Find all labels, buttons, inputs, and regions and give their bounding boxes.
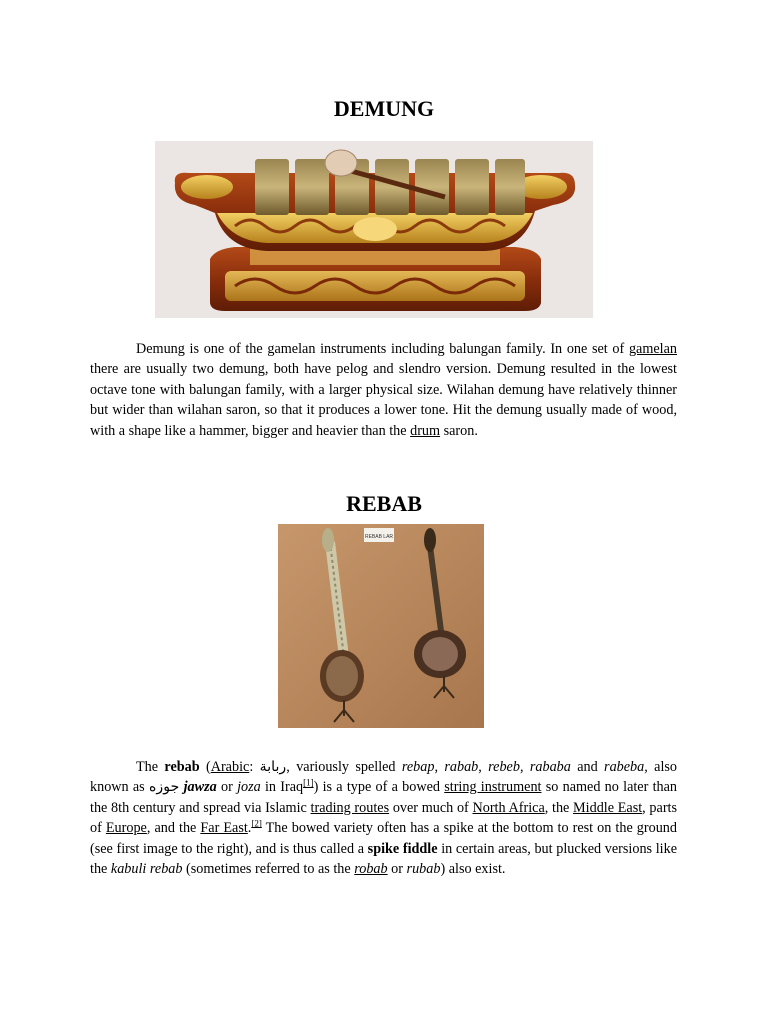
link-far-east[interactable]: Far East [200,820,248,837]
reference-1[interactable]: [1] [303,777,314,788]
rebab-paragraph: The rebab (Arabic: ربابة, variously spelled rebap, rabab, rebeb, rababa and rabeba, also known as جوزه jawza or joza in Iraq[1]) is a type of a bowed string instrument so named no later than the 8th century and spread via Islamic trading routes over much of North Africa, the Middle East, parts of Europe, and the Far East.[2] The bowed variety often has a spike at the bottom to rest on the ground (see first image to the right), and is thus called a spike fiddle in certain areas, but plucked versions like the kabuli rebab (sometimes referred to as the robab or rubab) also exist. [90,759,678,878]
link-robab[interactable]: robab [354,861,388,878]
rebab-photo [278,524,484,728]
demung-illustration [155,141,593,318]
link-arabic[interactable]: Arabic [210,759,250,775]
rebab-photo-label: REBAB LAR [364,534,394,540]
rebab-title: REBAB [346,491,422,516]
demung-paragraph: Demung is one of the gamelan instruments including balungan family. In one set of gamelan there are usually two demung, both have pelog and slendro version. Demung resulted in the lowest octave tone with balungan family, with a larger physical size. Wilahan demung have relatively thinner but wider than wilahan saron, so that it produces a lower tone. Hit the demung usually made of wood, with a shape like a hammer, bigger and heavier than the drum saron. [90,341,677,439]
link-drum[interactable]: drum [410,422,441,439]
link-middle-east[interactable]: Middle East [573,799,643,816]
link-trading-routes[interactable]: trading routes [310,799,390,816]
demung-title: DEMUNG [333,96,435,121]
link-gamelan[interactable]: gamelan [628,341,677,357]
rebab-illustration [278,524,484,728]
link-string-instrument[interactable]: string instrument [444,779,542,796]
link-europe[interactable]: Europe [105,820,147,837]
reference-2[interactable]: [2] [251,818,262,829]
demung-photo [155,141,593,318]
link-north-africa[interactable]: North Africa [472,799,545,816]
